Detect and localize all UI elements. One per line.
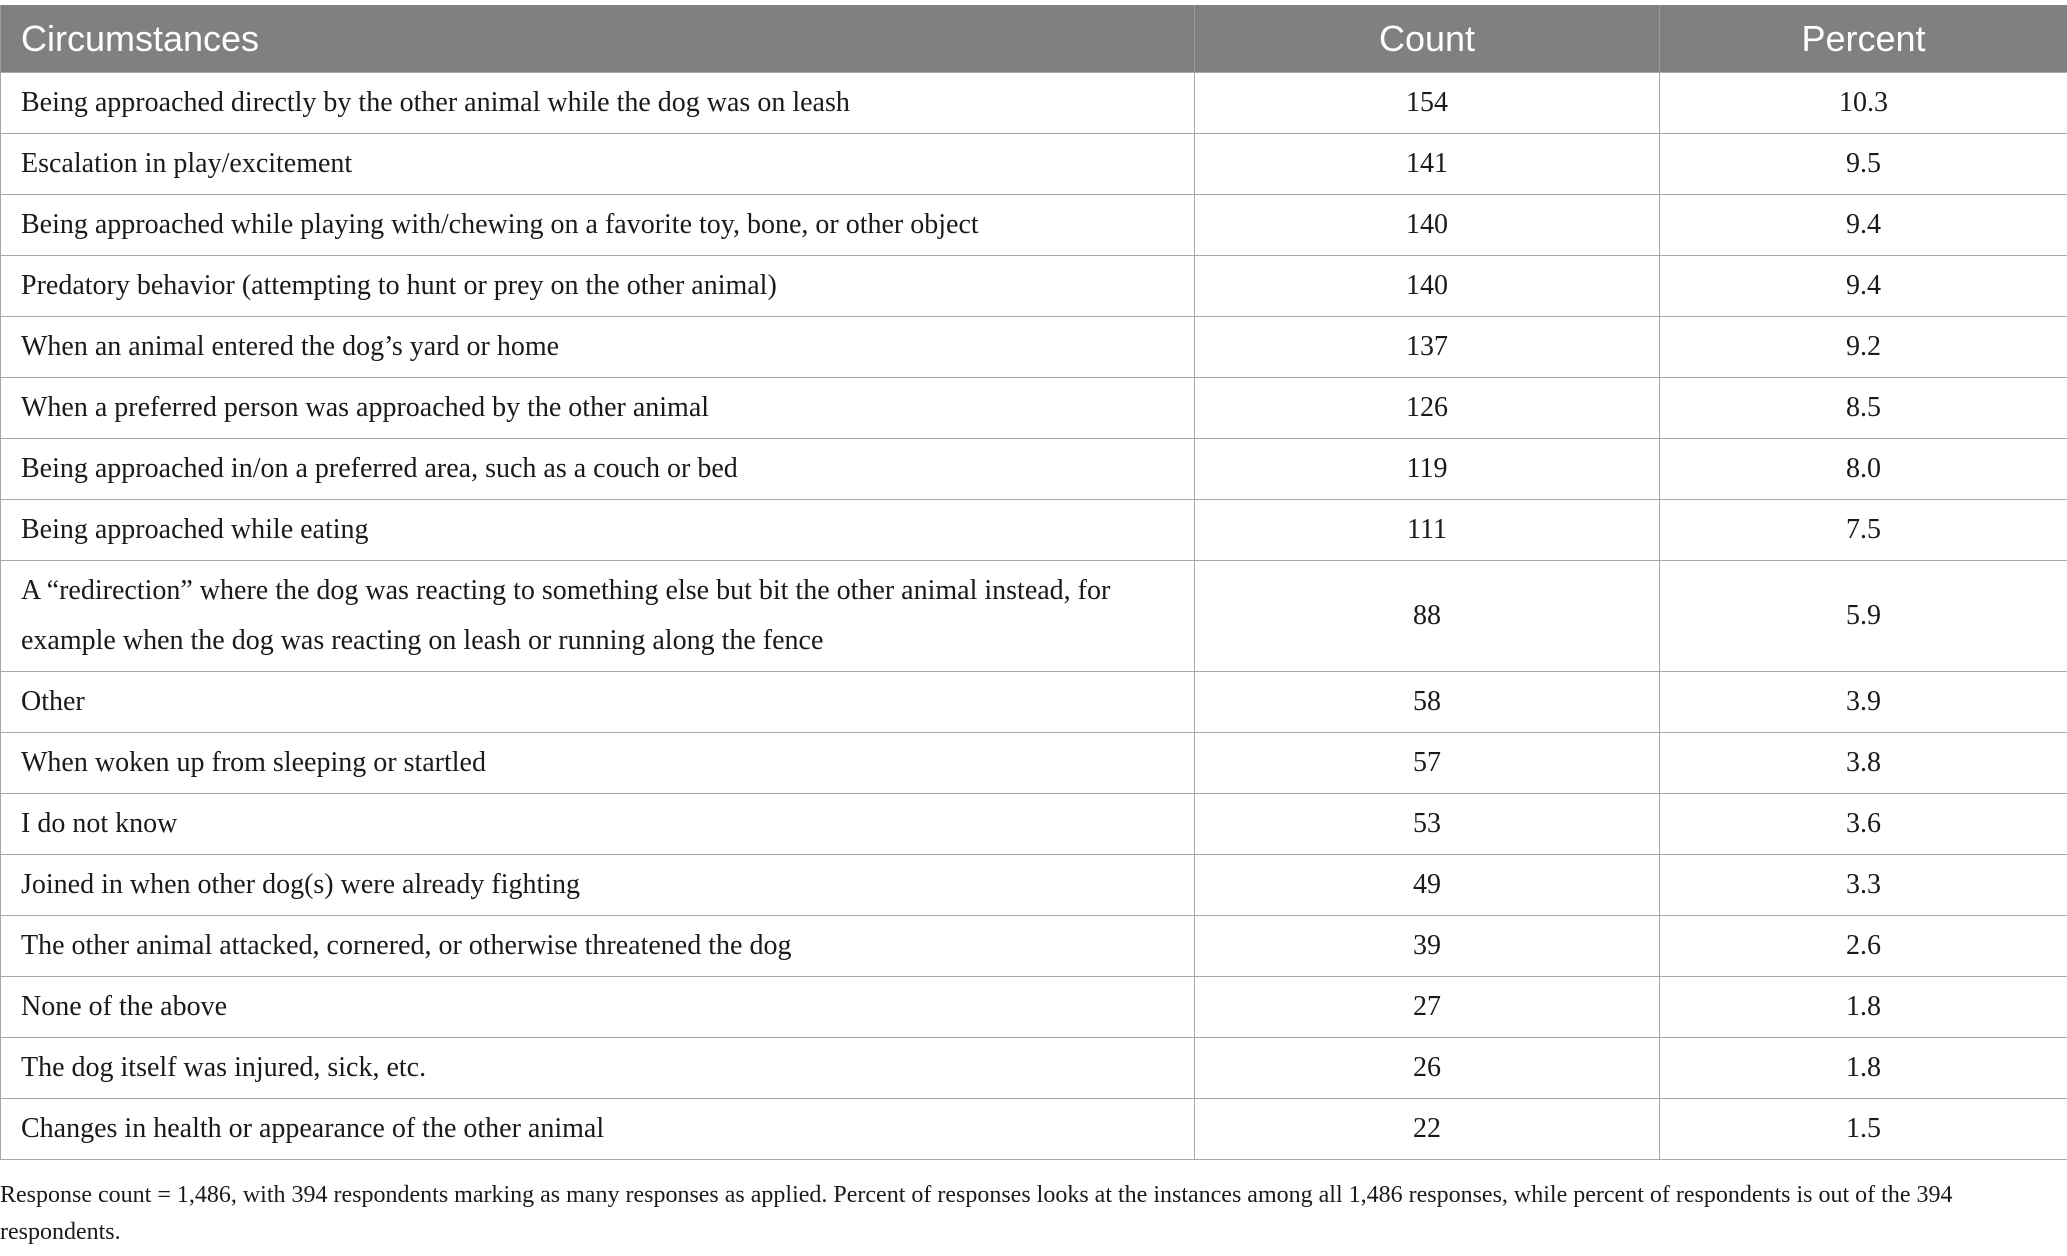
cell-count: 140 — [1195, 256, 1660, 317]
cell-count: 39 — [1195, 916, 1660, 977]
cell-percent: 9.5 — [1660, 134, 2067, 195]
cell-percent: 7.5 — [1660, 500, 2067, 561]
cell-circumstance: When woken up from sleeping or startled — [1, 733, 1195, 794]
cell-circumstance: Joined in when other dog(s) were already fighting — [1, 855, 1195, 916]
table-row — [1, 439, 2067, 500]
table-row — [1, 317, 2067, 378]
table-row — [1, 1099, 2067, 1160]
cell-circumstance: When an animal entered the dog’s yard or home — [1, 317, 1195, 378]
table-row — [1, 134, 2067, 195]
data-table-container — [0, 5, 2067, 1160]
cell-percent: 1.8 — [1660, 1038, 2067, 1099]
cell-count: 119 — [1195, 439, 1660, 500]
cell-count: 111 — [1195, 500, 1660, 561]
cell-count: 58 — [1195, 672, 1660, 733]
cell-count: 154 — [1195, 73, 1660, 134]
cell-circumstance: The dog itself was injured, sick, etc. — [1, 1038, 1195, 1099]
table-row — [1, 1038, 2067, 1099]
header-percent: Percent — [1660, 5, 2067, 73]
table-row — [1, 916, 2067, 977]
cell-percent: 3.9 — [1660, 672, 2067, 733]
cell-percent: 5.9 — [1660, 561, 2067, 672]
table-row — [1, 500, 2067, 561]
cell-count: 137 — [1195, 317, 1660, 378]
table-row — [1, 73, 2067, 134]
cell-percent: 9.4 — [1660, 256, 2067, 317]
cell-circumstance: Being approached while playing with/chewing on a favorite toy, bone, or other object — [1, 195, 1195, 256]
cell-percent: 3.3 — [1660, 855, 2067, 916]
table-row — [1, 855, 2067, 916]
cell-percent: 2.6 — [1660, 916, 2067, 977]
cell-count: 88 — [1195, 561, 1660, 672]
cell-circumstance: Being approached while eating — [1, 500, 1195, 561]
cell-circumstance: Being approached in/on a preferred area, such as a couch or bed — [1, 439, 1195, 500]
cell-count: 140 — [1195, 195, 1660, 256]
cell-circumstance: None of the above — [1, 977, 1195, 1038]
cell-circumstance: The other animal attacked, cornered, or otherwise threatened the dog — [1, 916, 1195, 977]
cell-circumstance: A “redirection” where the dog was reacting to something else but bit the other animal instead, for example when the dog was reacting on leash or running along the fence — [1, 561, 1195, 672]
header-row — [1, 5, 2067, 73]
cell-percent: 8.5 — [1660, 378, 2067, 439]
table-footnote: Response count = 1,486, with 394 respondents marking as many responses as applied. Percent of responses looks at the instances among all 1,486 responses, while percent of respondents is out of the 394 respondents. — [0, 1182, 1953, 1245]
cell-percent: 3.6 — [1660, 794, 2067, 855]
table-row — [1, 256, 2067, 317]
cell-count: 53 — [1195, 794, 1660, 855]
table-row — [1, 794, 2067, 855]
cell-percent: 10.3 — [1660, 73, 2067, 134]
cell-percent: 1.5 — [1660, 1099, 2067, 1160]
table-row — [1, 561, 2067, 672]
cell-count: 26 — [1195, 1038, 1660, 1099]
table-row — [1, 977, 2067, 1038]
header-count: Count — [1195, 5, 1660, 73]
cell-circumstance: When a preferred person was approached by the other animal — [1, 378, 1195, 439]
table-row — [1, 378, 2067, 439]
cell-percent: 1.8 — [1660, 977, 2067, 1038]
header-circumstances: Circumstances — [1, 5, 1195, 73]
cell-count: 22 — [1195, 1099, 1660, 1160]
cell-count: 141 — [1195, 134, 1660, 195]
table-row — [1, 195, 2067, 256]
cell-circumstance: Other — [1, 672, 1195, 733]
cell-circumstance: Changes in health or appearance of the other animal — [1, 1099, 1195, 1160]
cell-percent: 8.0 — [1660, 439, 2067, 500]
cell-percent: 3.8 — [1660, 733, 2067, 794]
cell-count: 27 — [1195, 977, 1660, 1038]
cell-circumstance: Predatory behavior (attempting to hunt or prey on the other animal) — [1, 256, 1195, 317]
cell-count: 57 — [1195, 733, 1660, 794]
cell-percent: 9.4 — [1660, 195, 2067, 256]
cell-percent: 9.2 — [1660, 317, 2067, 378]
table-row — [1, 672, 2067, 733]
circumstances-table — [0, 5, 2067, 1160]
cell-circumstance: Being approached directly by the other animal while the dog was on leash — [1, 73, 1195, 134]
cell-count: 126 — [1195, 378, 1660, 439]
table-row — [1, 733, 2067, 794]
cell-circumstance: I do not know — [1, 794, 1195, 855]
cell-circumstance: Escalation in play/excitement — [1, 134, 1195, 195]
cell-count: 49 — [1195, 855, 1660, 916]
